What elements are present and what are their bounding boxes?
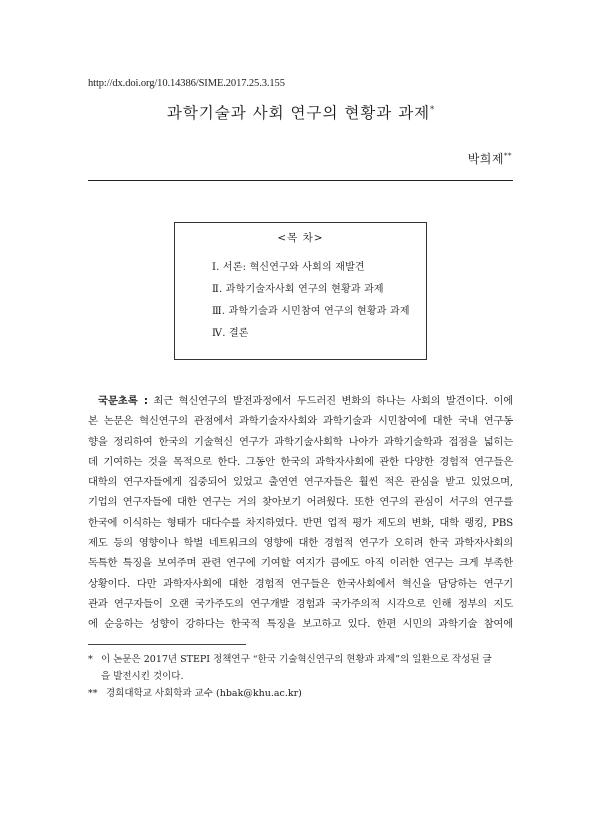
toc-item-citizen-participation: Ⅲ. 과학기술과 시민참여 연구의 현황과 과제 bbox=[212, 306, 410, 317]
korean-abstract bbox=[88, 394, 513, 638]
footnote-divider bbox=[88, 644, 246, 645]
abstract-line bbox=[88, 394, 513, 414]
author-name-text: 박희제 bbox=[467, 152, 504, 166]
footnote-text: 경희대학교 사회학과 교수 (hbak@khu.ac.kr) bbox=[106, 688, 302, 699]
toc-item-scientist-community: Ⅱ. 과학기술자사회 연구의 현황과 과제 bbox=[212, 284, 384, 295]
abstract-line: 본 논문은 혁신연구의 관점에서 과학기술자사회와 과학기술과 시민참여에 대한 국내 연구동 bbox=[88, 415, 513, 428]
abstract-line: 관과 연구자들이 오랜 국가주도의 연구개발 경험과 국가주의적 시각으로 인해 정부의 지도 bbox=[88, 597, 513, 610]
footnotes bbox=[88, 651, 513, 702]
footnote-line: 을 발전시킨 것이다. bbox=[101, 671, 184, 682]
abstract-label: 국문초록 : bbox=[98, 395, 148, 407]
abstract-line: 향을 정리하여 한국의 기술혁신 연구가 과학기술사회학 나아가 과학기술학과 접점을 넓히는 bbox=[88, 435, 513, 448]
author-footnote-mark: ** bbox=[504, 152, 512, 160]
footnote-mark: * bbox=[88, 654, 93, 665]
doi-link[interactable]: http://dx.doi.org/10.14386/SIME.2017.25.3.155 bbox=[88, 78, 285, 89]
footnote-line bbox=[88, 685, 513, 702]
author-name bbox=[468, 150, 512, 167]
footnote-text: 이 논문은 2017년 STEPI 정책연구 “한국 기술혁신연구의 현황과 과제”의 일환으로 작성된 글 bbox=[101, 654, 492, 665]
abstract-line: 데 기여하는 것을 목적으로 한다. 그동안 한국의 과학자사회에 관한 다양한 경험적 연구들은 bbox=[88, 455, 513, 468]
abstract-line: 한국에 이식하는 형태가 대다수를 차지하였다. 반면 업적 평가 제도의 변화, 대학 랭킹, PBS bbox=[88, 516, 513, 529]
abstract-line: 기업의 연구자들에 대한 연구는 거의 찾아보기 어려웠다. 또한 연구의 관심이 서구의 연구를 bbox=[88, 496, 513, 509]
paper-title-text: 과학기술과 사회 연구의 현황과 과제 bbox=[166, 104, 431, 122]
toc-item-introduction: Ⅰ. 서론: 혁신연구와 사회의 재발견 bbox=[212, 262, 365, 273]
toc-list bbox=[212, 261, 410, 349]
toc-heading: <목 차> bbox=[277, 232, 324, 244]
title-footnote-mark: * bbox=[430, 104, 435, 114]
abstract-line: 제도 등의 영향이나 학벌 네트워크의 영향에 대한 경험적 연구가 오히려 한국 과학자사회의 bbox=[88, 537, 513, 550]
abstract-line: 에 순응하는 성향이 강하다는 한국적 특징을 보고하고 있다. 한편 시민의 과학기술 참여에 bbox=[88, 618, 513, 631]
footnote-affiliation bbox=[88, 685, 513, 702]
footnote-line bbox=[88, 651, 513, 668]
abstract-line: 대학의 연구자들에게 집중되어 있었고 출연연 연구자들은 훨씬 적은 관심을 받고 있었으며, bbox=[88, 476, 513, 489]
abstract-line: 독특한 특징을 보여주며 관련 연구에 기여할 여지가 큼에도 아직 이러한 연구는 크게 부족한 bbox=[88, 557, 513, 570]
toc-item-conclusion: Ⅳ. 결론 bbox=[212, 328, 249, 339]
footnote-funding bbox=[88, 651, 513, 685]
abstract-line-text: 최근 혁신연구의 발전과정에서 두드러진 변화의 하나는 사회의 발견이다. 이에 bbox=[153, 395, 513, 407]
header-divider bbox=[88, 180, 513, 181]
footnote-mark: ** bbox=[88, 688, 98, 699]
table-of-contents bbox=[174, 222, 427, 360]
paper-title bbox=[88, 101, 513, 123]
abstract-line: 상황이다. 다만 과학자사회에 대한 경험적 연구들은 한국사회에서 혁신을 담당하는 연구기 bbox=[88, 577, 513, 590]
